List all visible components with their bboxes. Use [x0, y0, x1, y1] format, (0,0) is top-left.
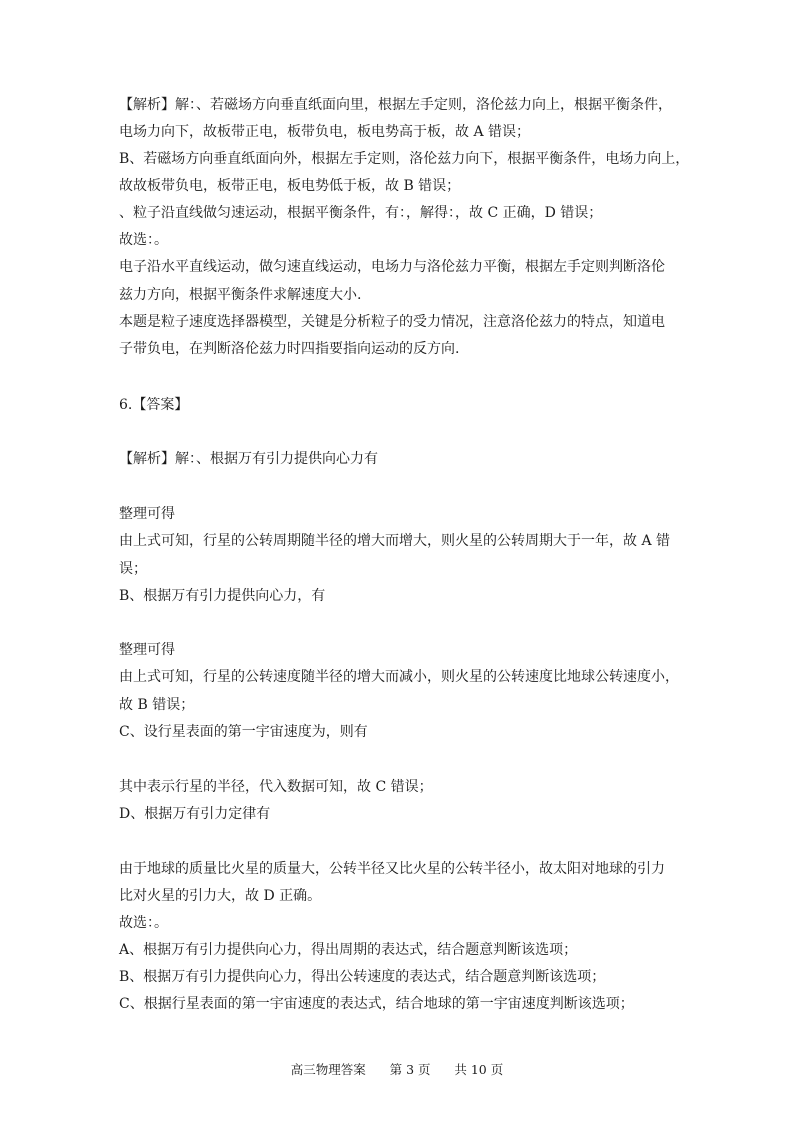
analysis-line-13: 由上式可知，行星的公转周期随半径的增大而增大，则火星的公转周期大于一年，故 A 错	[119, 533, 671, 549]
analysis-line-10: 子带负电，在判断洛伦兹力时四指要指向运动的反方向.	[119, 341, 460, 357]
analysis-line-25: A、根据万有引力提供向心力，得出周期的表达式，结合题意判断该选项；	[119, 942, 578, 958]
analysis-line-5: 、粒子沿直线做匀速运动，根据平衡条件，有：，解得：，故 C 正确，D 错误；	[119, 205, 603, 221]
analysis-line-21: D、根据万有引力定律有	[119, 806, 271, 822]
analysis-line-16: 整理可得	[119, 642, 175, 658]
analysis-line-20: 其中表示行星的半径，代入数据可知，故 C 错误；	[119, 779, 433, 795]
footer-title: 高三物理答案	[290, 1062, 366, 1077]
analysis-line-23: 比对火星的引力大，故 D 正确。	[119, 888, 322, 904]
answer-heading: 6.【答案】	[119, 397, 189, 413]
analysis-line-4: 故故板带负电，板带正电，板电势低于板，故 B 错误；	[119, 178, 461, 194]
analysis-line-2: 电场力向下，故板带正电，板带负电，板电势高于板，故 A 错误；	[119, 124, 531, 140]
footer-page-number: 第 3 页	[389, 1062, 431, 1077]
analysis-line-15: B、根据万有引力提供向心力，有	[119, 588, 326, 604]
analysis-line-22: 由于地球的质量比火星的质量大，公转半径又比火星的公转半径小，故太阳对地球的引力	[119, 861, 665, 877]
analysis-line-17: 由上式可知，行星的公转速度随半径的增大而减小，则火星的公转速度比地球公转速度小，	[119, 669, 679, 685]
analysis-line-19: C、设行星表面的第一宇宙速度为，则有	[119, 724, 368, 740]
analysis-line-7: 电子沿水平直线运动，做匀速直线运动，电场力与洛伦兹力平衡，根据左手定则判断洛伦	[119, 259, 665, 275]
analysis-line-18: 故 B 错误；	[119, 697, 195, 713]
analysis-line-27: C、根据行星表面的第一宇宙速度的表达式，结合地球的第一宇宙速度判断该选项；	[119, 996, 634, 1012]
analysis-line-8: 兹力方向，根据平衡条件求解速度大小.	[119, 287, 362, 303]
analysis-line-3: B、若磁场方向垂直纸面向外，根据左手定则，洛伦兹力向下，根据平衡条件，电场力向上，	[119, 151, 690, 167]
analysis-line-11: 【解析】解：、根据万有引力提供向心力有	[119, 451, 378, 467]
analysis-line-24: 故选：。	[119, 915, 168, 931]
analysis-line-6: 故选：。	[119, 232, 168, 248]
analysis-line-26: B、根据万有引力提供向心力，得出公转速度的表达式，结合题意判断该选项；	[119, 969, 606, 985]
page-footer	[0, 1062, 794, 1078]
footer-page-total: 共 10 页	[454, 1062, 504, 1077]
analysis-line-1: 【解析】解：、若磁场方向垂直纸面向里，根据左手定则，洛伦兹力向上，根据平衡条件，	[119, 97, 672, 113]
analysis-line-14: 误；	[119, 561, 147, 577]
analysis-line-12: 整理可得	[119, 506, 175, 522]
analysis-line-9: 本题是粒子速度选择器模型，关键是分析粒子的受力情况，注意洛伦兹力的特点，知道电	[119, 314, 665, 330]
